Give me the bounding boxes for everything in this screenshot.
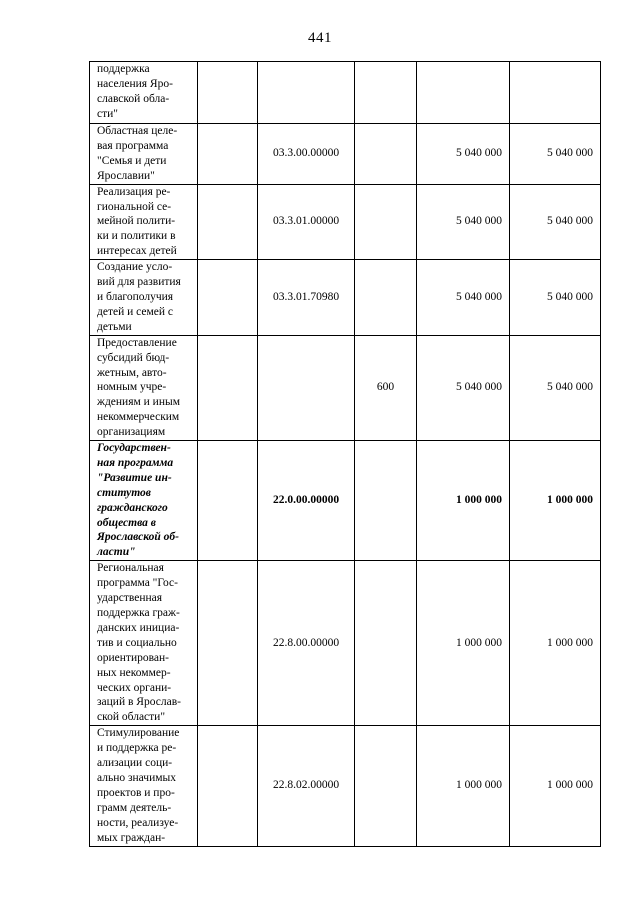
expense-type: 600 — [355, 335, 417, 440]
amount-year-1: 1 000 000 — [417, 441, 510, 561]
expense-type — [355, 184, 417, 260]
expense-type — [355, 726, 417, 846]
target-code — [258, 335, 355, 440]
amount-year-1: 5 040 000 — [417, 124, 510, 185]
item-name: Региональная программа "Гос- ударственная поддержка граж- данских инициа- тив и социально ориентирован- ных некоммер- ческих органи- заций в Ярослав- ской области" — [90, 561, 198, 726]
table-row — [90, 184, 601, 260]
target-code: 22.0.00.00000 — [258, 441, 355, 561]
amount-year-2: 5 040 000 — [510, 335, 601, 440]
budget-table-body — [90, 62, 601, 847]
item-name: Создание усло- вий для развития и благополучия детей и семей с детьми — [90, 260, 198, 336]
expense-type — [355, 62, 417, 124]
amount-year-1: 5 040 000 — [417, 260, 510, 336]
target-code — [258, 62, 355, 124]
expense-type — [355, 441, 417, 561]
expense-type — [355, 561, 417, 726]
item-name: Предоставление субсидий бюд- жетным, авто- номным учре- ждениям и иным некоммерческим организациям — [90, 335, 198, 440]
target-code: 03.3.01.70980 — [258, 260, 355, 336]
item-name: Стимулирование и поддержка ре- ализации соци- ально значимых проектов и про- грамм деятель- ности, реализуе- мых граждан- — [90, 726, 198, 846]
amount-year-1: 5 040 000 — [417, 184, 510, 260]
table-row — [90, 124, 601, 185]
budget-table — [89, 61, 601, 847]
empty-cell — [198, 62, 258, 124]
item-name: Реализация ре- гиональной се- мейной полити- ки и политики в интересах детей — [90, 184, 198, 260]
amount-year-2: 5 040 000 — [510, 260, 601, 336]
amount-year-1: 1 000 000 — [417, 726, 510, 846]
expense-type — [355, 124, 417, 185]
table-row — [90, 62, 601, 124]
item-name: Областная целе- вая программа "Семья и дети Ярославии" — [90, 124, 198, 185]
empty-cell — [198, 124, 258, 185]
page-number: 441 — [308, 30, 332, 46]
target-code: 03.3.00.00000 — [258, 124, 355, 185]
amount-year-1: 5 040 000 — [417, 335, 510, 440]
expense-type — [355, 260, 417, 336]
amount-year-2 — [510, 62, 601, 124]
item-name: Государствен- ная программа "Развитие ин- ститутов гражданского общества в Ярославской об- ласти" — [90, 441, 198, 561]
item-name: поддержка населения Яро- славской обла- сти" — [90, 62, 198, 124]
target-code: 22.8.02.00000 — [258, 726, 355, 846]
amount-year-2: 1 000 000 — [510, 561, 601, 726]
empty-cell — [198, 184, 258, 260]
table-row — [90, 441, 601, 561]
amount-year-2: 5 040 000 — [510, 124, 601, 185]
empty-cell — [198, 260, 258, 336]
target-code: 03.3.01.00000 — [258, 184, 355, 260]
table-row — [90, 260, 601, 336]
empty-cell — [198, 726, 258, 846]
empty-cell — [198, 441, 258, 561]
amount-year-2: 5 040 000 — [510, 184, 601, 260]
empty-cell — [198, 561, 258, 726]
table-row — [90, 561, 601, 726]
empty-cell — [198, 335, 258, 440]
amount-year-1 — [417, 62, 510, 124]
table-row — [90, 335, 601, 440]
amount-year-1: 1 000 000 — [417, 561, 510, 726]
table-row — [90, 726, 601, 846]
amount-year-2: 1 000 000 — [510, 441, 601, 561]
target-code: 22.8.00.00000 — [258, 561, 355, 726]
amount-year-2: 1 000 000 — [510, 726, 601, 846]
